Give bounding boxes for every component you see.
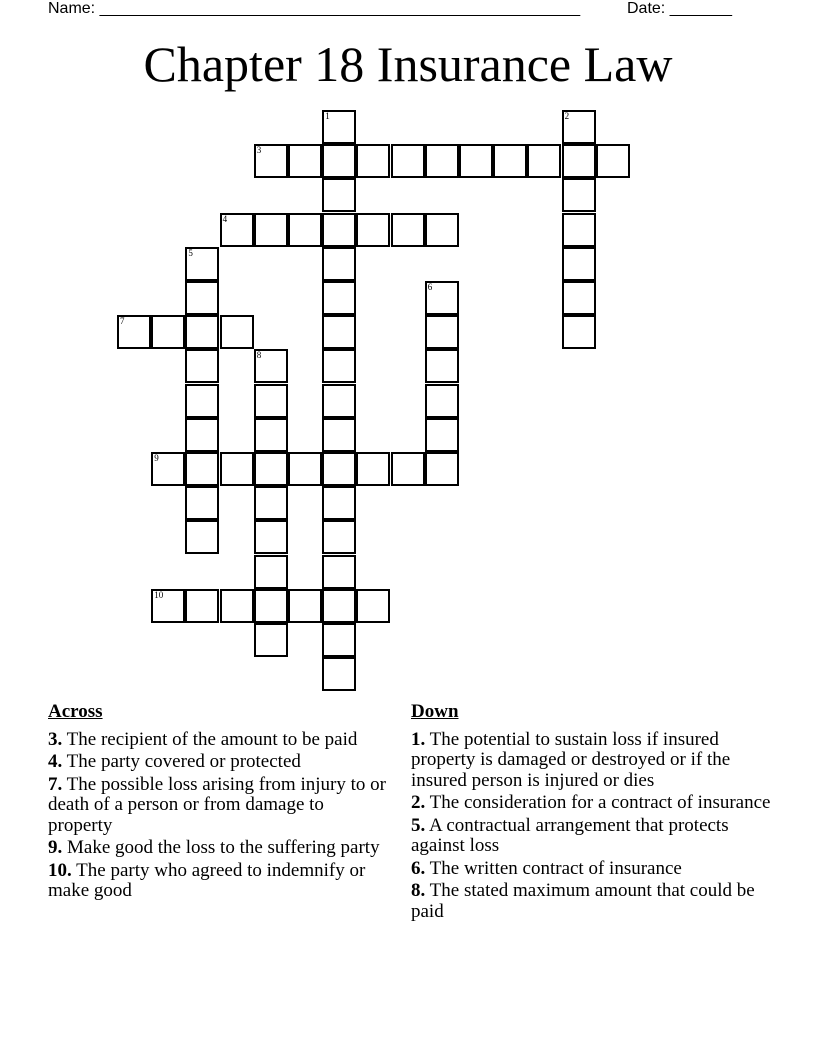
page-title: Chapter 18 Insurance Law — [143, 36, 673, 92]
crossword-cell[interactable] — [288, 213, 322, 247]
crossword-cell[interactable] — [185, 589, 219, 623]
clue-text: A contractual arrangement that protects against loss — [411, 814, 729, 856]
crossword-cell[interactable] — [322, 520, 356, 554]
crossword-cell[interactable] — [322, 452, 356, 486]
crossword-cell[interactable] — [425, 144, 459, 178]
crossword-cell[interactable] — [425, 281, 459, 315]
across-heading: Across — [48, 701, 103, 722]
crossword-cell[interactable] — [391, 144, 425, 178]
crossword-cell[interactable] — [322, 213, 356, 247]
crossword-cell[interactable] — [322, 144, 356, 178]
clue-text: The consideration for a contract of insurance — [429, 792, 771, 813]
crossword-cell[interactable] — [425, 418, 459, 452]
crossword-cell[interactable] — [254, 144, 288, 178]
crossword-cell[interactable] — [425, 452, 459, 486]
crossword-cell[interactable] — [288, 452, 322, 486]
clue-number: 7. — [48, 773, 63, 795]
crossword-cell[interactable] — [391, 452, 425, 486]
crossword-cell[interactable] — [254, 589, 288, 623]
clue-number: 2. — [411, 792, 426, 813]
crossword-cell[interactable] — [459, 144, 493, 178]
crossword-cell[interactable] — [322, 178, 356, 212]
crossword-cell[interactable] — [220, 213, 254, 247]
across-clue — [48, 730, 388, 751]
crossword-cell[interactable] — [425, 213, 459, 247]
crossword-cell[interactable] — [254, 555, 288, 589]
crossword-cell[interactable] — [185, 520, 219, 554]
crossword-cell[interactable] — [322, 623, 356, 657]
clue-number: 9. — [48, 837, 63, 858]
clue-number-label: 3 — [256, 145, 262, 156]
crossword-cell[interactable] — [322, 281, 356, 315]
clue-number: 8. — [411, 880, 426, 901]
crossword-cell[interactable] — [322, 589, 356, 623]
crossword-cell[interactable] — [151, 589, 185, 623]
crossword-cell[interactable] — [254, 418, 288, 452]
crossword-cell[interactable] — [117, 315, 151, 349]
crossword-cell[interactable] — [220, 315, 254, 349]
crossword-cell[interactable] — [356, 589, 390, 623]
clue-number-label: 1 — [325, 111, 330, 121]
crossword-cell[interactable] — [322, 657, 356, 691]
name-field-line: Name: ______________________________________________________ — [48, 0, 581, 17]
clue-text: The stated maximum amount that could be paid — [411, 880, 755, 922]
crossword-cell[interactable] — [322, 315, 356, 349]
crossword-cell[interactable] — [356, 452, 390, 486]
clue-number-label: 9 — [154, 453, 159, 463]
crossword-cell[interactable] — [185, 349, 219, 383]
crossword-cell[interactable] — [254, 213, 288, 247]
crossword-cell[interactable] — [562, 178, 596, 212]
clue-number: 3. — [48, 728, 63, 750]
clue-text: The recipient of the amount to be paid — [66, 728, 358, 750]
crossword-cell[interactable] — [596, 144, 630, 178]
clue-number: 6. — [411, 857, 426, 879]
down-clue — [411, 881, 771, 922]
crossword-cell[interactable] — [220, 589, 254, 623]
crossword-cell[interactable] — [425, 315, 459, 349]
crossword-cell[interactable] — [425, 384, 459, 418]
clue-text: The party who agreed to indemnify or make good — [48, 859, 366, 901]
crossword-cell[interactable] — [185, 452, 219, 486]
clue-number: 1. — [411, 728, 426, 750]
clue-text: The written contract of insurance — [429, 857, 682, 879]
crossword-cell[interactable] — [254, 486, 288, 520]
crossword-cell[interactable] — [322, 418, 356, 452]
clue-number-label: 8 — [256, 350, 262, 361]
clue-number-label: 7 — [120, 316, 125, 327]
across-clue — [48, 775, 388, 837]
clue-text: The possible loss arising from injury to or death of a person or from damage to property — [48, 773, 386, 836]
crossword-cell[interactable] — [254, 452, 288, 486]
crossword-cell[interactable] — [425, 349, 459, 383]
crossword-cell[interactable] — [562, 315, 596, 349]
clue-text: The party covered or protected — [66, 751, 301, 772]
crossword-cell[interactable] — [562, 110, 596, 144]
across-clue — [48, 861, 388, 902]
crossword-cell[interactable] — [322, 384, 356, 418]
clue-number-label: 2 — [564, 111, 570, 121]
crossword-cell[interactable] — [185, 281, 219, 315]
across-clue — [48, 838, 388, 859]
down-clue — [411, 859, 771, 880]
crossword-cell[interactable] — [356, 213, 390, 247]
crossword-cell[interactable] — [322, 486, 356, 520]
crossword-cell[interactable] — [391, 213, 425, 247]
crossword-cell[interactable] — [185, 486, 219, 520]
date-field-line: Date: _______ — [627, 0, 732, 17]
crossword-cell[interactable] — [185, 418, 219, 452]
crossword-cell[interactable] — [562, 247, 596, 281]
crossword-cell[interactable] — [322, 247, 356, 281]
clue-number-label: 10 — [154, 589, 164, 600]
crossword-cell[interactable] — [185, 247, 219, 281]
crossword-cell[interactable] — [562, 281, 596, 315]
crossword-cell[interactable] — [288, 589, 322, 623]
clue-number: 4. — [48, 751, 63, 772]
down-clue — [411, 816, 771, 857]
crossword-cell[interactable] — [322, 349, 356, 383]
clue-number-label: 5 — [188, 247, 193, 258]
crossword-cell[interactable] — [322, 110, 356, 144]
crossword-cell[interactable] — [562, 144, 596, 178]
down-clues — [411, 702, 771, 924]
crossword-cell[interactable] — [185, 315, 219, 349]
crossword-cell[interactable] — [151, 452, 185, 486]
across-clues — [48, 702, 388, 904]
crossword-cell[interactable] — [562, 213, 596, 247]
crossword-cell[interactable] — [185, 384, 219, 418]
clue-text: The potential to sustain loss if insured property is damaged or destroyed or if the insured person is injured or dies — [411, 728, 731, 791]
crossword-cell[interactable] — [254, 520, 288, 554]
crossword-cell[interactable] — [356, 144, 390, 178]
down-clue — [411, 730, 771, 792]
crossword-cell[interactable] — [254, 623, 288, 657]
clue-number: 5. — [411, 814, 426, 836]
crossword-cell[interactable] — [151, 315, 185, 349]
clue-text: Make good the loss to the suffering party — [67, 837, 380, 858]
crossword-cell[interactable] — [220, 452, 254, 486]
down-clue — [411, 793, 771, 814]
clue-number-label: 6 — [427, 282, 433, 292]
crossword-cell[interactable] — [527, 144, 561, 178]
down-heading: Down — [411, 701, 459, 722]
crossword-cell[interactable] — [254, 384, 288, 418]
crossword-cell[interactable] — [254, 349, 288, 383]
clue-number: 10. — [48, 859, 72, 881]
crossword-cell[interactable] — [322, 555, 356, 589]
across-clue — [48, 752, 388, 773]
crossword-cell[interactable] — [493, 144, 527, 178]
clue-number-label: 4 — [222, 213, 228, 224]
crossword-cell[interactable] — [288, 144, 322, 178]
